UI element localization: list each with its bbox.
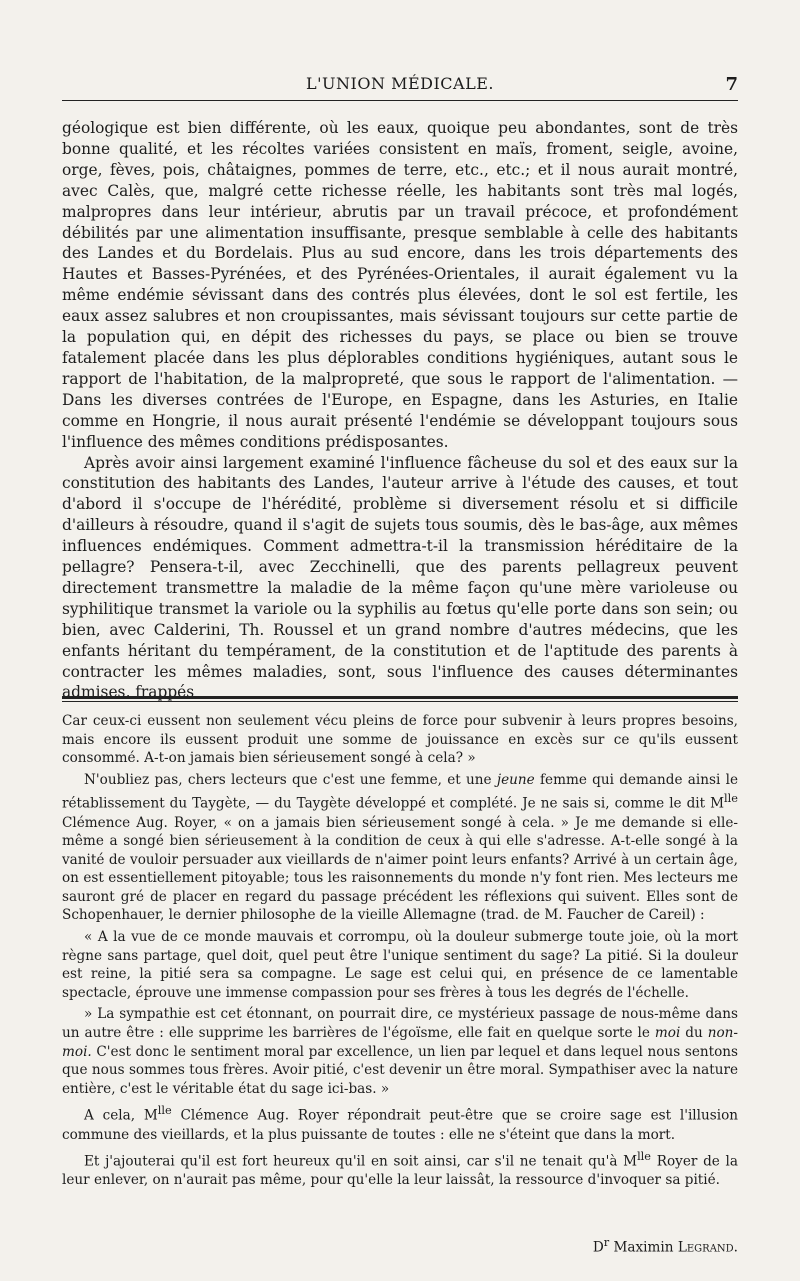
feuilleton-paragraph-4: » La sympathie est cet étonnant, on pourrait dire, ce mystérieux passage de nous-même dans un autre être : elle supprime les barrières de l'égoïsme, elle fait en quelque sorte le moi du non-moi. C'est donc le sentiment moral par excellence, un lien par lequel et dans lequel nous sentons que nous sommes tous frères. Avoir pitié, c'est devenir un être moral. Sympathiser avec la nature entière, c'est le véritable état du sage ici-bas. »	[62, 1006, 738, 1097]
feuilleton-paragraph-1: Car ceux-ci eussent non seulement vécu pleins de force pour subvenir à leurs propres besoins, mais encore ils eussent produit une somme de jouissance en excès sur ce qu'ils eussent consommé. A-t-on jamais bien sérieusement songé à cela? »	[62, 713, 738, 767]
main-article	[62, 118, 738, 703]
feuilleton-paragraph-2: N'oubliez pas, chers lecteurs que c'est une femme, et une jeune femme qui demande ainsi le rétablissement du Taygète, — du Taygète développé et complété. Je ne sais si, comme le dit $M^{lle}$ Clémence Aug. Royer, « on a jamais bien sérieusement songé à cela. » Je me demande si elle-même a songé bien sérieusement à la condition de ceux à qui elle s'adresse. A-t-elle songé à la vanité de vouloir persuader aux vieillards de n'aimer point leurs enfants? Arrivé à un certain âge, on est essentiellement pitoyable; tous les raisonnements du monde n'y font rien. Mes lecteurs me sauront gré de placer en regard du passage précédent les réflexions qui suivent. Elles sont de Schopenhauer, le dernier philosophe de la vieille Allemagne (trad. de M. Faucher de Careil) :	[62, 771, 738, 924]
feuilleton-rule-thin	[62, 701, 738, 702]
feuilleton-paragraph-3: « A la vue de ce monde mauvais et corrompu, où la douleur submerge toute joie, où la mort règne sans partage, quel doit, quel peut être l'unique sentiment du sage? La pitié. Si la douleur est reine, la pitié sera sa compagne. Le sage est celui qui, en présence de ce lamentable spectacle, éprouve une immense compassion pour ses frères à tous les degrés de l'échelle.	[62, 929, 738, 1001]
feuilleton-paragraph-5: A cela, $M^{lle}$ Clémence Aug. Royer répondrait peut-être que se croire sage est l'illusion commune des vieillards, et la plus puissante de toutes : elle ne s'éteint que dans la mort.	[62, 1103, 739, 1143]
journal-title: L'UNION MÉDICALE.	[306, 74, 494, 93]
article-paragraph-1: géologique est bien différente, où les eaux, quoique peu abondantes, sont de très bonne qualité, et les récoltes variées consistent en maïs, froment, seigle, avoine, orge, fèves, pois, châtaignes, pommes de terre, etc., etc.; et il nous aurait montré, avec Calès, que, malgré cette richesse réelle, les habitants sont très mal logés, malpropres dans leur intérieur, abrutis par un travail précoce, et profondément débilités par une alimentation insuffisante, presque semblable à celle des habitants des Landes et du Bordelais. Plus au sud encore, dans les trois départements des Hautes et Basses-Pyrénées, et des Pyrénées-Orientales, il aurait également vu la même endémie sévissant dans des contrés plus élevées, dont le sol est fertile, les eaux assez salubres et non croupissantes, mais sévissant toujours sur cette partie de la population qui, en dépit des richesses du pays, se place ou bien se trouve fatalement placée dans les plus déplorables conditions hygiéniques, autant sous le rapport de l'habitation, de la malpropreté, que sous le rapport de l'alimentation. — Dans les diverses contrées de l'Europe, en Espagne, dans les Asturies, en Italie comme en Hongrie, il nous aurait présenté l'endémie se développant toujours sous l'influence des mêmes conditions prédisposantes.	[62, 119, 738, 451]
feuilleton-paragraph-6: Et j'ajouterai qu'il est fort heureux qu'il en soit ainsi, car s'il ne tenait qu'à $M^{lle}$ Royer de la leur enlever, on n'aurait pas même, pour qu'elle la leur laissât, la ressource d'invoquer sa pitié.	[62, 1149, 738, 1189]
article-paragraph-2: Après avoir ainsi largement examiné l'influence fâcheuse du sol et des eaux sur la constitution des habitants des Landes, l'auteur arrive à l'étude des causes, et tout d'abord il s'occupe de l'hérédité, problème si diversement résolu et si difficile d'ailleurs à résoudre, quand il s'agit de sujets tous soumis, dès le bas-âge, aux mêmes influences endémiques. Comment admettra-t-il la transmission héréditaire de la pellagre? Pensera-t-il, avec Zecchinelli, que des parents pellagreux peuvent directement transmettre la maladie de la même façon qu'une mère varioleuse ou syphilitique transmet la variole ou la syphilis au fœtus qu'elle porte dans son sein; ou bien, avec Calderini, Th. Roussel et un grand nombre d'autres médecins, que les enfants héritant du tempérament, de la constitution et de l'aptitude des parents à contracter les mêmes maladies, sont, sous l'influence des causes déterminantes admises, frappés	[62, 453, 738, 702]
signature: $D^r$ Maximin Legrand.	[592, 1235, 738, 1256]
running-head	[62, 74, 738, 96]
header-rule	[62, 100, 738, 101]
feuilleton-rule	[62, 696, 738, 699]
feuilleton	[62, 712, 738, 1193]
page-number: 7	[725, 74, 738, 95]
